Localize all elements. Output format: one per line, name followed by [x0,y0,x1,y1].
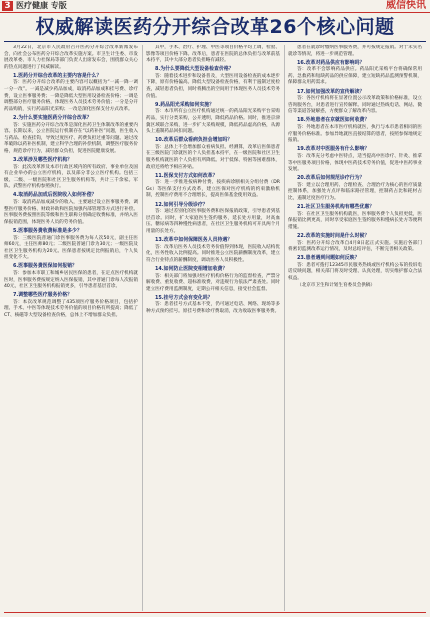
question-heading: 14.如何防止医院变相增加收费？ [155,265,228,272]
article-paragraph: 答：医药分开综合改革的主要内容可以概括为“一减一降一调一分一改”。一减是减少药品加成，取消药品加成和挂号费、诊疗费，设立医事服务费；一降是降低大型医用设备检查价格；一调是调整部分医疗服务价格，体现医务人员技术劳务价值；一分是分开药品购销，实行药品阳光采购；一改是深化医保支付方式改革。 [4,80,138,112]
column-divider [284,45,285,611]
article-paragraph: 答：改革充分考虑中医特点，适当提高中医诊疗、针灸、推拿等中医服务项目价格，体现中医药技术劳务价值，促进中医药事业发展。 [288,153,422,173]
article-paragraph: 答：总体上不会增加群众看病负担。经测算，改革后医保患者在三级医院门诊就医的个人负担基本持平，在一级医院和社区卫生服务机构就医的个人负担有所降低。对于低保、特困等困难群体，政府还将给予相应补贴。 [146,144,280,170]
question-heading: 22.改革的实施时间是什么时候？ [297,232,370,239]
article-paragraph: 答：患者挂号方式基本不变，仍可通过电话、网络、现场等多种方式预约挂号。原挂号费和诊疗费取消，改为收取医事服务费。 [146,302,280,314]
article-paragraph: （北京市卫生和计划生育委员会供稿） [297,283,376,289]
question-heading: 3.改革涉及哪些医疗机构？ [13,157,73,163]
question-heading: 7.调整哪些医疗服务价格？ [13,292,73,299]
question-heading: 17.如何加强改革的宣传解读？ [297,88,365,95]
footer-divider [4,612,426,613]
article-paragraph: 答：本市所有公立医疗机构通过统一的药品阳光采购平台采购药品，实行分类采购，公开透明，降低药品价格。同时，推进京津冀区域联合采购，进一步扩大采购规模，降低药品虚高价格，从源头上遏制药品回扣问题。 [146,109,280,135]
article-paragraph: 答：取消药品加成减少的收入，主要通过设立医事服务费、调整医疗服务价格、财政补助和医院加强内部管理等方式进行补偿。医事服务费按照医院等级和医生职称分别确定收费标准，并纳入医保报销范围，体现医务人员的劳务价值。 [4,200,138,225]
question-heading: 1.医药分开综合改革的主要内容是什么？ [13,72,102,79]
article-column-3 [288,45,422,611]
article-paragraph: 答：随着技术进步和设备普及，大型医用设备检查的成本逐步下降，原有价格偏高。降低大型设备检查价格，有利于遏制过度检查，减轻患者负担，同时将腾出的空间用于体现医务人员技术劳务价值。 [146,73,280,99]
question-heading: 12.如何引导分级诊疗？ [155,201,208,208]
article-paragraph: 答：此次改革涉及本市行政区域内的所有政府、事业单位及国有企业举办的公立医疗机构，以及部分非公立医疗机构。包括三级、二级、一级医院和社区卫生服务机构等，共计三千余家。军队、武警医疗机构参照执行。 [4,164,138,190]
publication-name: 威信快讯 [386,0,426,11]
question-heading: 5.医事服务费收费标准是多少？ [13,227,82,234]
question-heading: 10.改革后群众看病负担会增加吗？ [155,137,233,144]
article-paragraph: 答：实施医药分开综合改革是深化医药卫生体制改革的重要内容。长期以来，公立医院运行机制存在“以药补医”问题，医生收入与药品、检查挂钩，导致过度医疗、药费负担过重等问题。通过改革破除以药补医机制，建立科学合理的补偿机制，调整医疗服务价格，规范诊疗行为，减轻群众负担，促进医院健康发展。 [4,122,138,154]
article-paragraph: 答：外地患者在本市医疗机构就医，执行与本市患者相同的医疗服务价格标准。参加异地就医直接结算的患者，按照参保地规定报销。 [288,125,422,144]
article-paragraph: 答：进一步推进按病种付费、按疾病诊断相关分组付费（DRGs）等医保支付方式改革，建立医保对医疗机构的约束激励机制，控制医疗费用不合理增长，提高医保基金使用效益。 [146,180,280,199]
article-headline: 权威解读医药分开综合改革26个核心问题 [35,16,395,38]
question-heading: 13.改革中如何保障医务人员待遇？ [155,237,233,244]
page-header [0,0,430,13]
question-heading: 11.医保支付方式如何改革？ [155,172,218,179]
article-paragraph: 答：患者可拨打12345市民服务热线或医疗机构公布的投诉电话反映问题，相关部门将及时受理、认真处理，切实维护群众合法权益。 [288,262,422,281]
question-heading: 16.改革对药品供应有影响吗？ [297,59,365,66]
article-paragraph: 答：各医疗机构将在显著位置公示改革政策和价格标准，设立咨询服务台，对患者进行宣传解释。同时通过热线电话、网站、微信等渠道答疑解惑，方便群众了解改革内容。 [288,96,422,115]
question-heading: 15.挂号方式会有变化吗？ [155,294,213,301]
article-column-2 [146,45,280,611]
article-column-1 [4,45,138,611]
article-paragraph: 答：在社区卫生服务机构就医，医事服务费个人负担更低，医保报销比例更高，同时享受家庭医生签约服务和慢病长处方等便利措施。 [288,211,422,230]
article-paragraph: 答：医药分开综合改革自4月8日起正式实施。实施后各部门将密切监测改革运行情况，及时总结评估，不断完善相关政策。 [288,240,422,253]
article-paragraph: 其中，手术、治疗、护理、中医等项目价格平均上调，检验、影像等项目价格下降。改革后，患者在医院的总体负担与改革前基本持平，其中大部分患者负担略有减轻。 [146,45,280,64]
question-heading: 4.取消药品加成后医院收入如何补偿？ [13,192,97,199]
column-divider [142,45,143,611]
question-heading: 8.为什么要降低大型设备检查价格？ [155,66,234,73]
headline-divider [4,41,426,42]
article-paragraph: 3月22日，北京市人民政府召开医药分开综合改革新闻发布会，向社会公布医药分开综合改革实施方案。市卫生计生委、市发展改革委、市人力社保局等部门负责人出席发布会，围绕群众关心的热点问题进行了权威解读。 [4,45,138,70]
article-paragraph: 答：改革后医务人员技术劳务价值得到体现，医院收入结构优化，医务性收入比例提高。同时推进公立医院薪酬制度改革，建立符合行业特点的薪酬制度，调动医务人员积极性。 [146,244,280,263]
question-heading: 21.社区卫生服务机构有哪些优惠？ [297,204,375,211]
article-paragraph: 答：相关部门将加强对医疗机构价格行为的监督检查，严禁分解收费、重复收费、超标准收费，对违规行为依法严肃查处。同时建立医疗费用监测制度，定期公开相关信息，接受社会监督。 [146,273,280,292]
article-paragraph: 答：三级医院普通门诊医事服务费为每人次50元，副主任医师60元，主任医师80元；二级医院普通门诊为30元；一级医院及社区卫生服务机构为20元。医保患者按规定比例报销后，个人负担变化不大。 [4,235,138,261]
article-paragraph: 答：通过差别化的医事服务费和医保报销政策，引导患者到基层首诊。同时，扩大家庭医生签约服务，延长处方用量，对高血压、糖尿病等四种慢性病患者，在社区卫生服务机构可开具两个月用量的长处方。 [146,209,280,234]
question-heading: 19.改革对中医服务有什么影响？ [297,146,370,153]
question-heading: 20.改革后如何规范诊疗行为？ [297,175,365,182]
question-heading: 2.为什么要实施医药分开综合改革？ [13,114,92,121]
question-heading: 6.医事服务费医保如何报销？ [13,263,77,270]
section-label: 医疗健康 专版 [16,1,67,10]
question-heading: 23.患者遇到问题如何反映？ [297,255,360,262]
question-heading: 18.外地患者在京就医如何收费？ [297,117,370,124]
article-paragraph: 患者在就诊时缴纳医事服务费，并可按规定报销。对于未实名就诊等情况，将进一步规范管理。 [288,45,422,57]
page-number: 3 [2,1,13,11]
question-heading: 9.药品阳光采购如何实施？ [155,101,215,108]
article-paragraph: 答：本次改革规范调整了435项医疗服务价格项目，包括护理、手术、中医等体现技术劳务价值的项目价格有所提高；降低了CT、核磁等大型设备检查价格，总体上不增加群众负担。 [4,299,138,319]
article-paragraph: 答：参加本市职工和城乡居民医保的患者，在定点医疗机构就医时，医事服务费按规定纳入医保报销，其中普通门诊每人次报销40元，社区卫生服务机构报销更多，引导患者基层首诊。 [4,271,138,290]
article-paragraph: 答：改革不会影响药品供应。药品阳光采购平台将确保常用药、急救药和短缺药品的供应保障，建立短缺药品监测预警机制，保障群众用药需求。 [288,67,422,86]
article-paragraph: 答：建立以合理用药、合理检查、合理治疗为核心的医疗质量控制体系，加强处方点评和临床路径管理，控制药占比和耗材占比，遏制过度医疗行为。 [288,182,422,201]
